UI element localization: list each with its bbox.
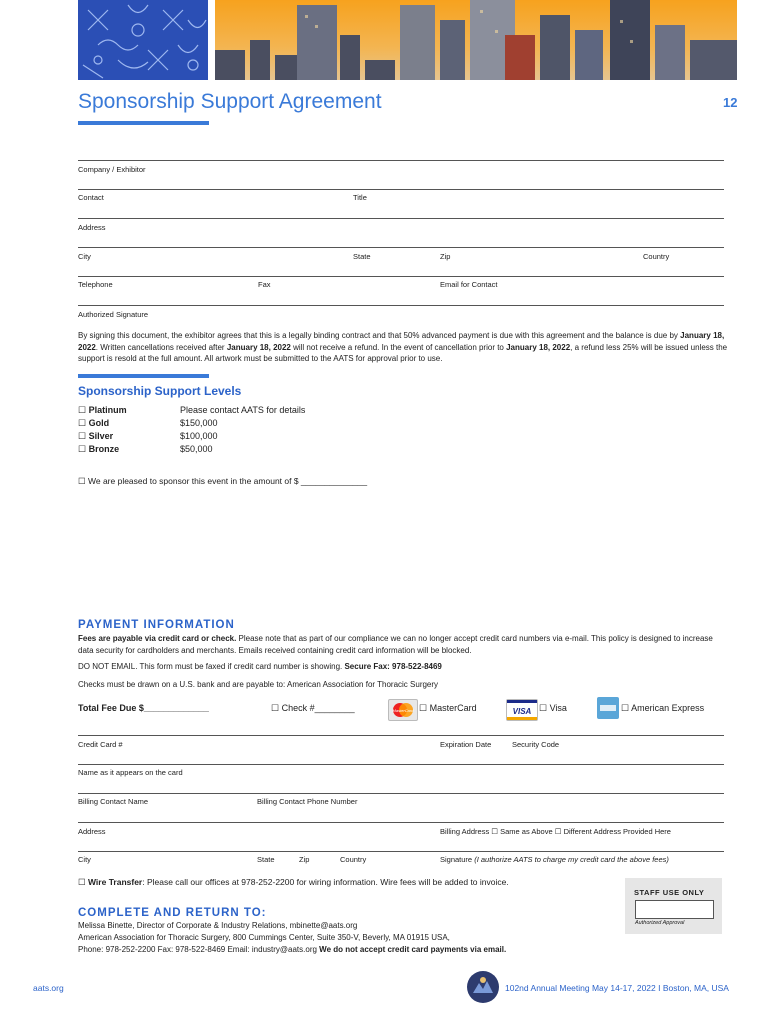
country-label: Country — [643, 252, 670, 261]
credit-card-label: Credit Card # — [78, 740, 123, 749]
page-title: Sponsorship Support Agreement — [78, 90, 382, 113]
mastercard-icon — [388, 699, 418, 721]
level-platinum-price: Please contact AATS for details — [180, 405, 306, 415]
payment-heading: PAYMENT INFORMATION — [78, 619, 235, 631]
visa-icon — [506, 699, 538, 721]
level-gold-price: $150,000 — [180, 418, 218, 428]
page-number: 12 — [723, 95, 738, 110]
level-silver[interactable]: ☐ Silver — [78, 431, 114, 441]
fax-label: Fax — [258, 280, 271, 289]
billing-city-line[interactable] — [78, 851, 724, 852]
level-silver-price: $100,000 — [180, 431, 218, 441]
return-address: American Association for Thoracic Surgery, 800 Cummings Center, Suite 350-V, Beverly, MA 01915 USA, — [78, 933, 450, 942]
agreement-paragraph: By signing this document, the exhibitor agrees that this is a legally binding contract and that 50% advanced payment is due with this agreement and the balance is due by January 18, 2022. Written cancellations received after January 18, 2022 will not receive a refund. In the event of cancellation prior to January 18, 2022, a refund less 25% will be issued unless the support is resold at the full amount. All artwork must be submitted to the AATS for approval prior to use. — [78, 331, 728, 363]
complete-heading: COMPLETE AND RETURN TO: — [78, 907, 267, 919]
meeting-logo — [467, 971, 499, 1003]
visa-logo-text: VISA — [512, 707, 532, 716]
check-option[interactable]: ☐ Check #________ — [271, 703, 355, 713]
billing-country-label: Country — [340, 855, 367, 864]
amex-icon — [597, 697, 619, 719]
header-pattern-image — [78, 0, 208, 80]
mastercard-option[interactable]: ☐ MasterCard — [419, 703, 477, 713]
billing-city-label: City — [78, 855, 91, 864]
levels-bar — [78, 374, 209, 378]
signature-line[interactable] — [78, 305, 724, 306]
billing-name-label: Billing Contact Name — [78, 797, 149, 806]
levels-heading: Sponsorship Support Levels — [78, 384, 242, 398]
staff-approval-field[interactable] — [635, 900, 714, 919]
billing-address-line[interactable] — [78, 822, 724, 823]
credit-card-line[interactable] — [78, 735, 724, 736]
return-contact-name: Melissa Binette, Director of Corporate & Industry Relations, mbinette@aats.org — [78, 921, 358, 930]
staff-approval-label: Authorized Approval — [635, 920, 685, 926]
company-label: Company / Exhibitor — [78, 165, 146, 174]
card-name-line[interactable] — [78, 764, 724, 765]
address-label: Address — [78, 223, 106, 232]
telephone-line[interactable] — [78, 276, 724, 277]
sponsor-amount-checkbox[interactable]: ☐ We are pleased to sponsor this event in the amount of $ ______________ — [78, 476, 368, 486]
do-not-email-note: DO NOT EMAIL. This form must be faxed if credit card number is showing. Secure Fax: 978-522-8469 — [78, 662, 442, 671]
level-bronze[interactable]: ☐ Bronze — [78, 444, 120, 454]
contact-label: Contact — [78, 193, 104, 202]
header-skyline-image — [215, 0, 737, 80]
total-fee-field[interactable]: Total Fee Due $_____________ — [78, 703, 209, 713]
visa-option[interactable]: ☐ Visa — [539, 703, 567, 713]
level-bronze-price: $50,000 — [180, 444, 213, 454]
wire-transfer-option[interactable]: ☐ Wire Transfer: Please call our offices at 978-252-2200 for wiring information. Wire fees will be added to invoice. — [78, 877, 509, 887]
signature-label: Authorized Signature — [78, 310, 149, 319]
telephone-label: Telephone — [78, 280, 113, 289]
return-phone: Phone: 978-252-2200 Fax: 978-522-8469 Email: industry@aats.org We do not accept credit card payments via email. — [78, 945, 507, 954]
zip-label: Zip — [440, 252, 451, 261]
amex-option[interactable]: ☐ American Express — [621, 703, 705, 713]
checks-note: Checks must be drawn on a U.S. bank and are payable to: American Association for Thoracic Surgery — [78, 680, 439, 689]
billing-state-label: State — [257, 855, 275, 864]
security-code-label: Security Code — [512, 740, 560, 749]
footer-site[interactable]: aats.org — [33, 983, 64, 993]
mastercard-logo-text: MasterCard — [392, 708, 414, 713]
state-label: State — [353, 252, 371, 261]
billing-contact-line[interactable] — [78, 793, 724, 794]
email-label: Email for Contact — [440, 280, 498, 289]
staff-use-box — [625, 878, 722, 934]
card-signature-label: Signature (I authorize AATS to charge my credit card the above fees) — [440, 855, 669, 864]
city-label: City — [78, 252, 91, 261]
title-underline — [78, 121, 209, 125]
card-name-label: Name as it appears on the card — [78, 768, 183, 777]
company-line[interactable] — [78, 160, 724, 161]
payment-policy: Fees are payable via credit card or check. Please note that as part of our compliance we can no longer accept credit card numbers via e-mail. This policy is designed to increase data security for cardholders and merchants. Emails received containing credit card information will be blocked. — [78, 634, 713, 655]
contact-line[interactable] — [78, 189, 724, 190]
expiration-label: Expiration Date — [440, 740, 492, 749]
footer-meeting: 102nd Annual Meeting May 14-17, 2022 I Boston, MA, USA — [505, 983, 729, 993]
level-platinum[interactable]: ☐ Platinum — [78, 405, 127, 415]
billing-address-label: Address — [78, 827, 106, 836]
city-line[interactable] — [78, 247, 724, 248]
address-line[interactable] — [78, 218, 724, 219]
billing-address-options[interactable]: Billing Address ☐ Same as Above ☐ Different Address Provided Here — [440, 827, 671, 836]
billing-phone-label: Billing Contact Phone Number — [257, 797, 358, 806]
billing-zip-label: Zip — [299, 855, 310, 864]
staff-use-title: STAFF USE ONLY — [634, 888, 705, 897]
title-label: Title — [353, 193, 367, 202]
level-gold[interactable]: ☐ Gold — [78, 418, 110, 428]
